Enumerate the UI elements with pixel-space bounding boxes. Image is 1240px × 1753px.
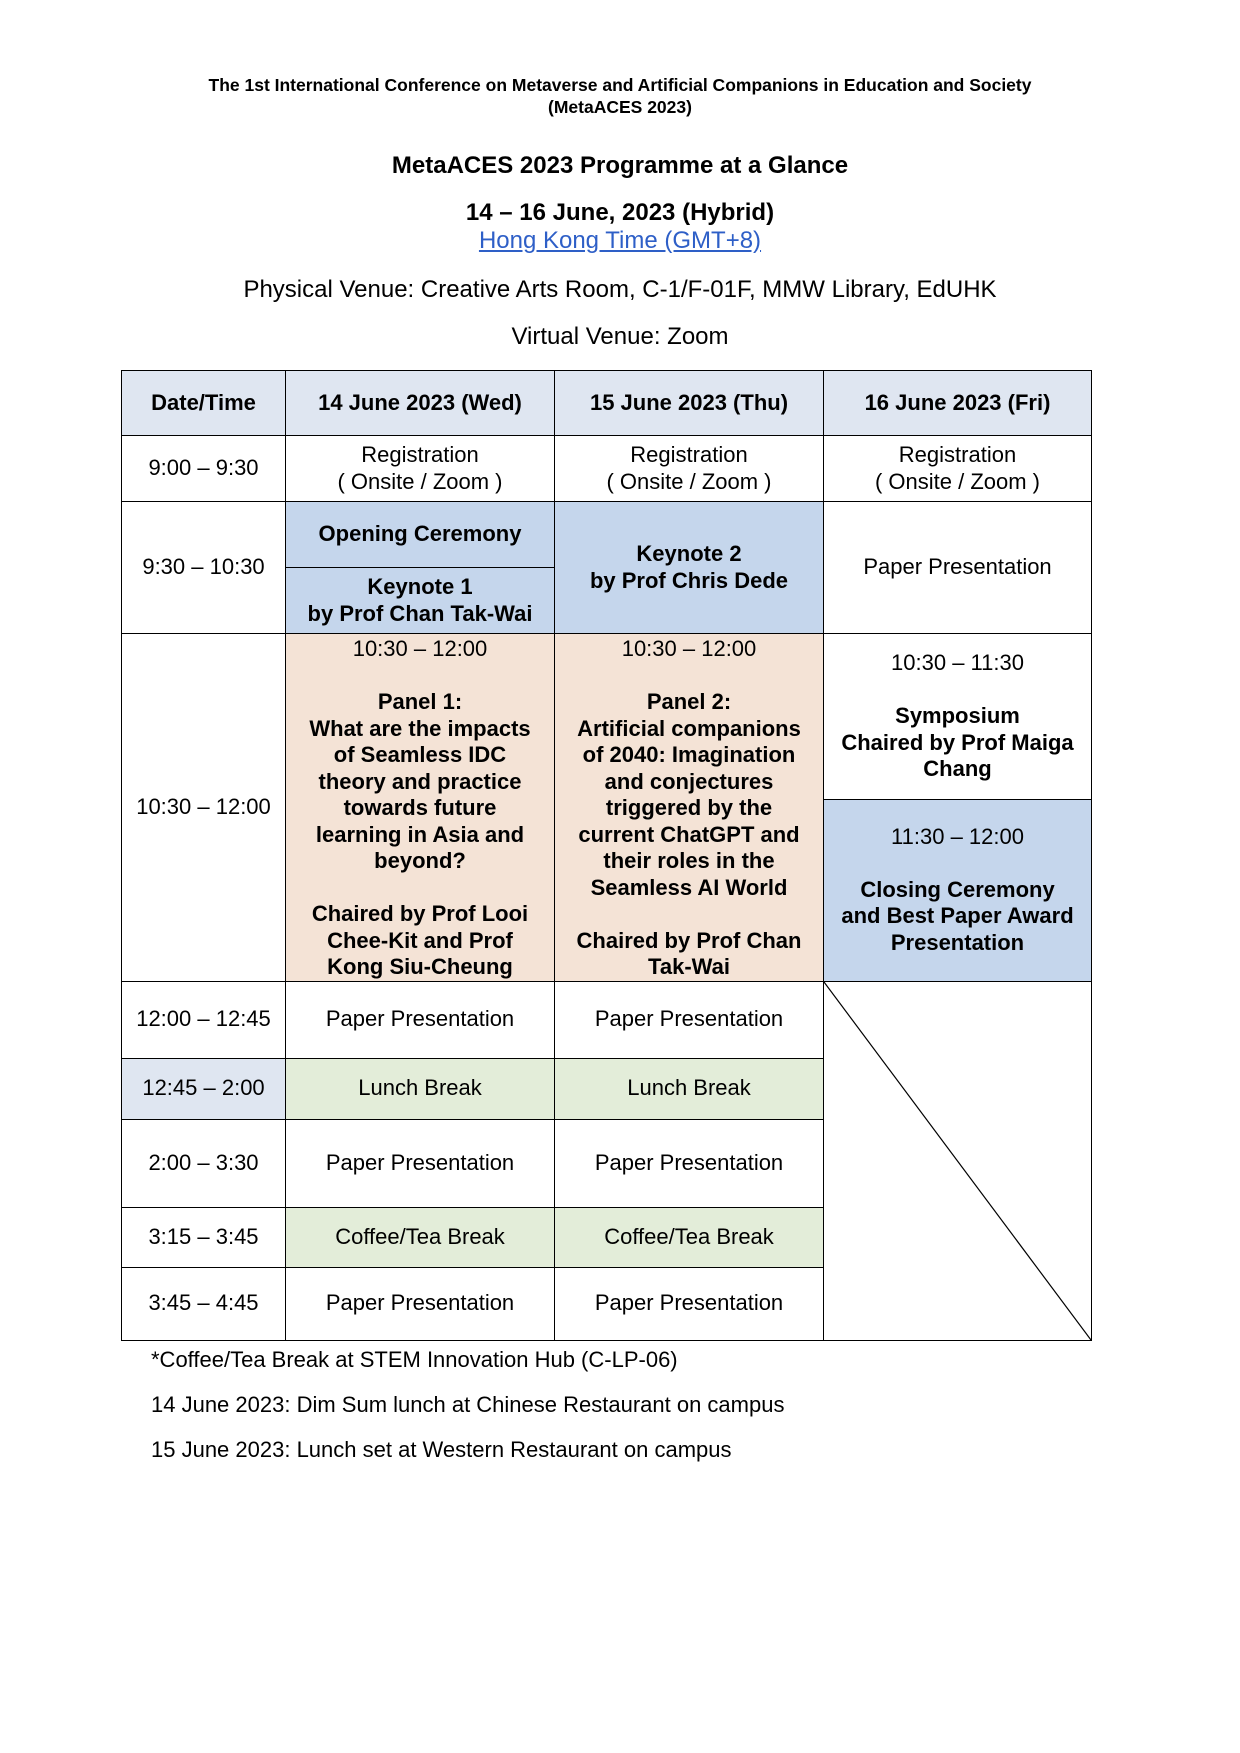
panel-2-text: of 2040: Imagination <box>582 742 796 767</box>
wed-cell: Paper Presentation <box>286 1267 555 1340</box>
timezone-line <box>0 227 1240 255</box>
conference-title-line2: (MetaACES 2023) <box>548 97 692 117</box>
time-cell: 9:00 – 9:30 <box>122 436 286 502</box>
thu-cell: Lunch Break <box>555 1058 824 1119</box>
panel-1-text: learning in Asia and <box>315 821 525 847</box>
registration-cell-wed <box>286 436 555 502</box>
footnote: 15 June 2023: Lunch set at Western Restaurant on campus <box>151 1437 732 1462</box>
keynote-2-title: Keynote 2 <box>636 541 742 566</box>
closing-title: Presentation <box>890 929 1025 955</box>
fri-paper-presentation-cell: Paper Presentation <box>824 502 1092 634</box>
table-row <box>122 981 1092 1058</box>
panel-1-text: What are the impacts <box>309 715 531 741</box>
panel-2-text: Artificial companions <box>577 715 801 741</box>
closing-title: Closing Ceremony <box>860 876 1055 902</box>
time-cell: 3:15 – 3:45 <box>122 1207 286 1267</box>
wed-cell: Paper Presentation <box>286 981 555 1058</box>
header-day-1: 14 June 2023 (Wed) <box>286 371 555 436</box>
panel-2-text: and conjectures <box>604 768 774 794</box>
registration-mode: ( Onsite / Zoom ) <box>874 468 1041 494</box>
closing-time: 11:30 – 12:00 <box>891 823 1024 849</box>
conference-dates: 14 – 16 June, 2023 (Hybrid) <box>465 199 775 226</box>
panel-1-text: theory and practice <box>318 768 522 794</box>
registration-label: Registration <box>898 442 1017 467</box>
panel-2-text: current ChatGPT and <box>578 821 800 847</box>
time-cell: 3:45 – 4:45 <box>122 1267 286 1340</box>
closing-ceremony-cell <box>824 799 1092 981</box>
programme-title: MetaACES 2023 Programme at a Glance <box>391 152 849 179</box>
keynote-1-speaker: by Prof Chan Tak-Wai <box>307 600 533 626</box>
registration-cell-thu <box>555 436 824 502</box>
table-row <box>122 502 1092 568</box>
keynote-2-speaker: by Prof Chris Dede <box>589 567 789 593</box>
closing-title: and Best Paper Award <box>841 903 1074 929</box>
panel-2-chair: Tak-Wai <box>648 954 730 979</box>
thu-cell: Coffee/Tea Break <box>555 1207 824 1267</box>
panel-2-title: Panel 2: <box>646 689 732 714</box>
thu-cell: Paper Presentation <box>555 1119 824 1207</box>
symposium-title: Symposium <box>895 703 1020 729</box>
panel-1-text: towards future <box>343 795 497 820</box>
panel-1-time: 10:30 – 12:00 <box>352 636 488 661</box>
wed-cell: Lunch Break <box>286 1058 555 1119</box>
programme-table <box>121 370 1092 1341</box>
footnotes <box>151 1337 784 1472</box>
symposium-cell <box>824 634 1092 800</box>
registration-mode: ( Onsite / Zoom ) <box>606 468 772 494</box>
time-cell: 12:00 – 12:45 <box>122 981 286 1058</box>
time-cell: 12:45 – 2:00 <box>122 1058 286 1119</box>
table-header-row <box>122 371 1092 436</box>
timezone-link[interactable]: Hong Kong Time (GMT+8) <box>478 227 762 254</box>
thu-cell: Paper Presentation <box>555 981 824 1058</box>
panel-2-text: Seamless AI World <box>590 874 788 900</box>
wed-cell: Coffee/Tea Break <box>286 1207 555 1267</box>
header-date-time: Date/Time <box>122 371 286 436</box>
keynote-1-title: Keynote 1 <box>367 574 473 599</box>
opening-ceremony-cell: Opening Ceremony <box>286 502 555 568</box>
panel-2-text: their roles in the <box>603 848 775 873</box>
registration-mode: ( Onsite / Zoom ) <box>337 468 503 494</box>
panel-2-cell <box>555 634 824 982</box>
keynote-2-cell <box>555 502 824 634</box>
conference-title-line1: The 1st International Conference on Metaverse and Artificial Companions in Education and Society <box>208 75 1032 95</box>
time-cell: 9:30 – 10:30 <box>122 502 286 634</box>
conference-title <box>0 74 1240 118</box>
symposium-chair: Chaired by Prof Maiga <box>841 729 1074 755</box>
virtual-venue: Virtual Venue: Zoom <box>511 323 729 350</box>
panel-1-cell <box>286 634 555 982</box>
thu-cell: Paper Presentation <box>555 1267 824 1340</box>
time-cell: 10:30 – 12:00 <box>122 634 286 982</box>
registration-label: Registration <box>361 442 479 467</box>
panel-2-text: triggered by the <box>605 795 773 820</box>
header-day-2: 15 June 2023 (Thu) <box>555 371 824 436</box>
diagonal-line <box>824 982 1091 1340</box>
time-cell: 2:00 – 3:30 <box>122 1119 286 1207</box>
header-day-3: 16 June 2023 (Fri) <box>824 371 1092 436</box>
registration-cell-fri <box>824 436 1092 502</box>
keynote-1-cell <box>286 568 555 634</box>
registration-label: Registration <box>630 442 748 467</box>
symposium-chair: Chang <box>923 756 992 782</box>
panel-1-chair: Kong Siu-Cheung <box>327 954 513 979</box>
table-row <box>122 634 1092 800</box>
panel-1-title: Panel 1: <box>377 689 463 714</box>
panel-1-text: of Seamless IDC <box>333 742 507 767</box>
panel-2-time: 10:30 – 12:00 <box>621 636 757 661</box>
footnote: *Coffee/Tea Break at STEM Innovation Hub (C-LP-06) <box>151 1347 678 1372</box>
panel-1-text: beyond? <box>374 848 466 873</box>
wed-cell: Paper Presentation <box>286 1119 555 1207</box>
symposium-time: 10:30 – 11:30 <box>891 650 1024 676</box>
panel-2-chair: Chaired by Prof Chan <box>576 927 802 953</box>
physical-venue: Physical Venue: Creative Arts Room, C-1/F-01F, MMW Library, EdUHK <box>243 276 997 303</box>
footnote: 14 June 2023: Dim Sum lunch at Chinese Restaurant on campus <box>151 1392 785 1417</box>
empty-diagonal-cell <box>824 981 1092 1340</box>
table-row <box>122 436 1092 502</box>
panel-1-chair: Chaired by Prof Looi <box>311 901 529 926</box>
panel-1-chair: Chee-Kit and Prof <box>327 927 513 953</box>
